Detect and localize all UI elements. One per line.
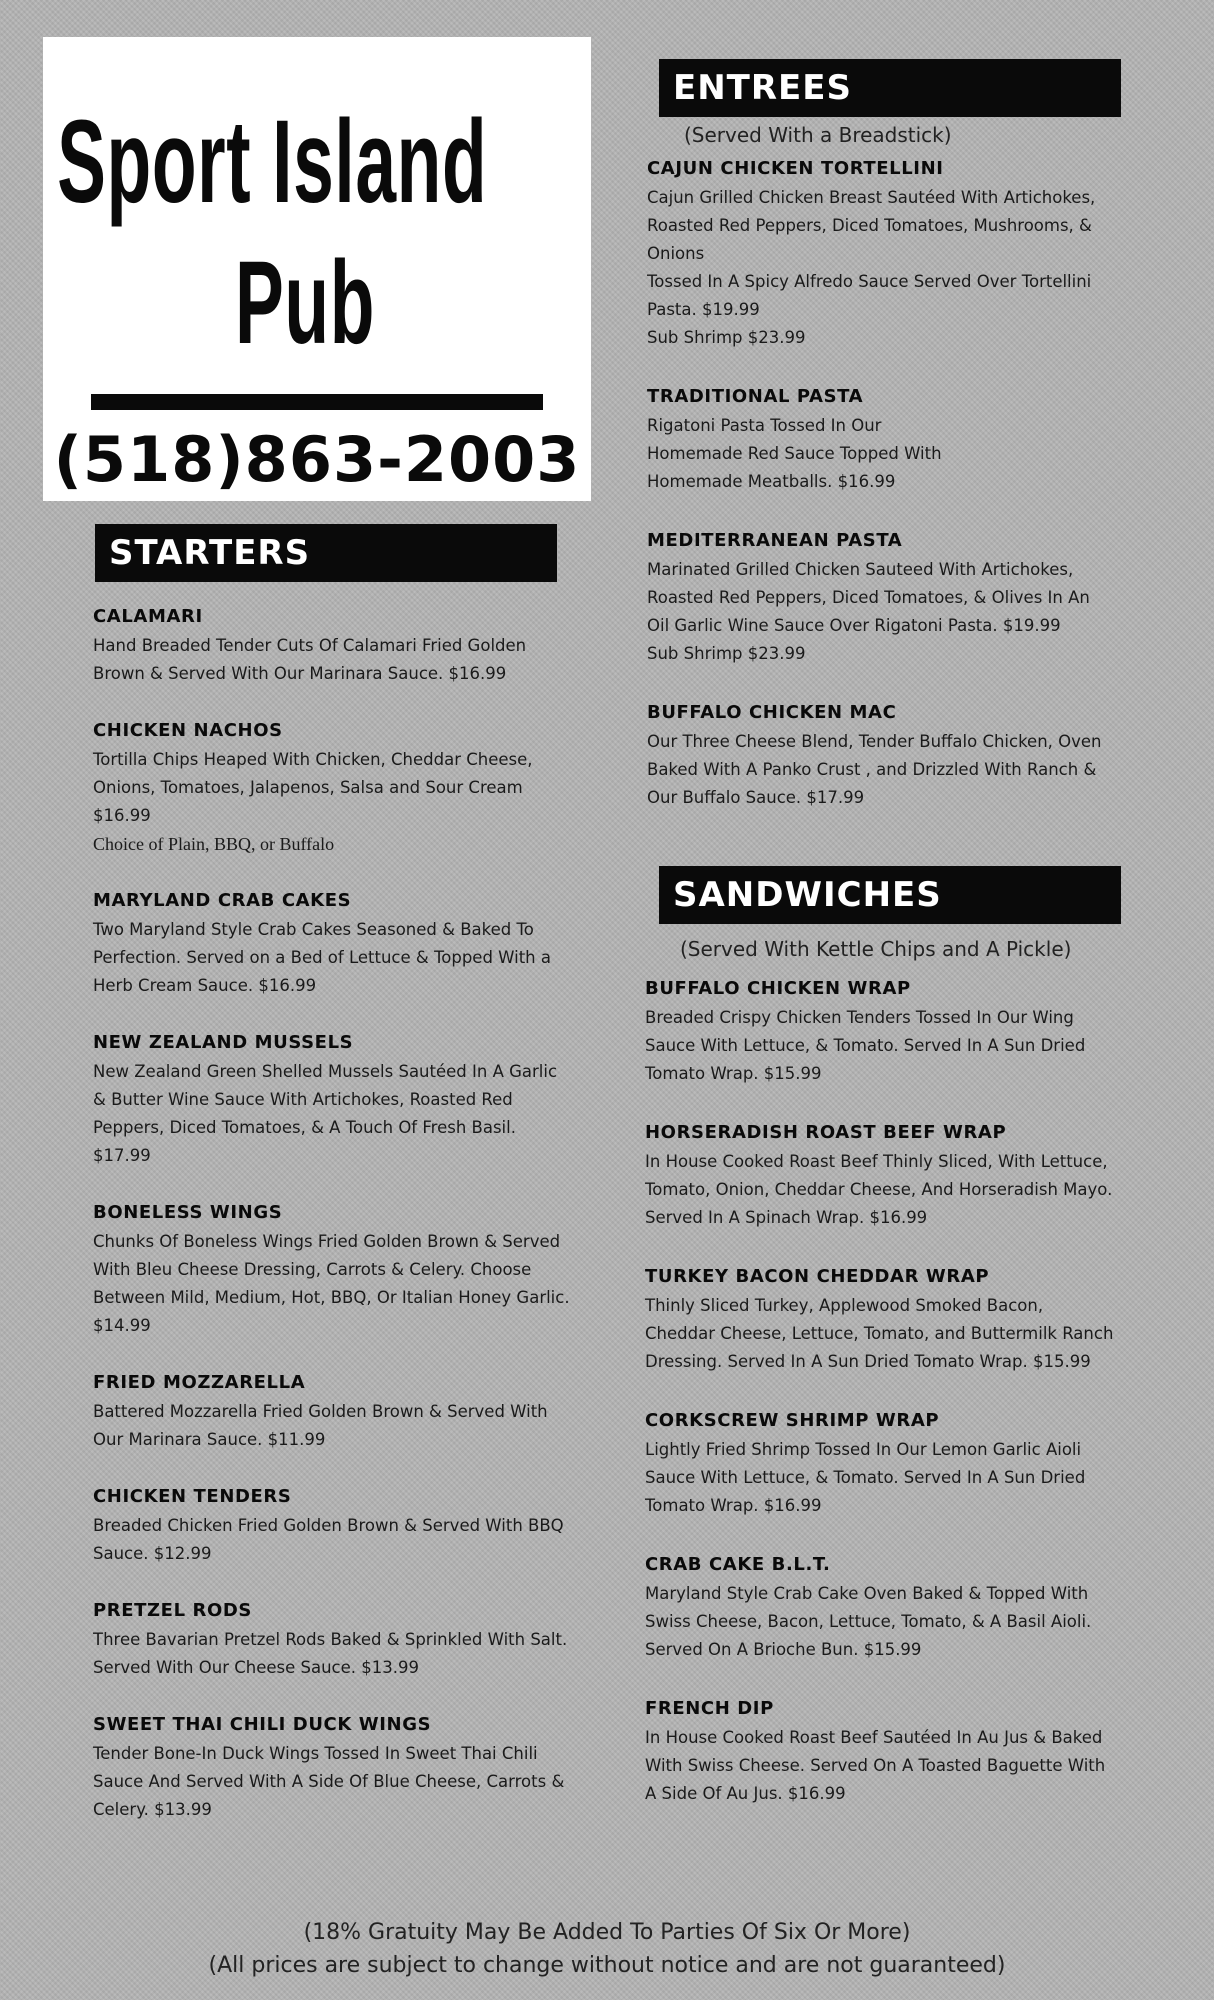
menu-item-description (93, 632, 573, 688)
menu-item (93, 718, 573, 858)
menu-item-text: Sub Shrimp $23.99 (647, 644, 806, 663)
menu-item-text: Our Three Cheese Blend, Tender Buffalo Chicken, Oven Baked With A Panko Crust , and Drizzled With Ranch & Our Buffalo Sauce. $17.99 (647, 732, 1102, 807)
menu-item-text: In House Cooked Roast Beef Thinly Sliced, With Lettuce, Tomato, Onion, Cheddar Cheese, And Horseradish Mayo. Served In A Spinach Wrap. $16.99 (645, 1152, 1113, 1227)
entrees-list (647, 156, 1117, 812)
menu-item (645, 1696, 1115, 1808)
entrees-header: ENTREES (659, 59, 1121, 117)
menu-item-text: Lightly Fried Shrimp Tossed In Our Lemon Garlic Aioli Sauce With Lettuce, & Tomato. Served In A Sun Dried Tomato Wrap. $16.99 (645, 1440, 1086, 1515)
menu-item-description (93, 1398, 573, 1454)
menu-item (93, 1484, 573, 1568)
menu-item-text: New Zealand Green Shelled Mussels Sautéed In A Garlic & Butter Wine Sauce With Artichokes, Roasted Red Peppers, Diced Tomatoes, & A Touch Of Fresh Basil. $17.99 (93, 1062, 558, 1165)
menu-item (645, 1264, 1115, 1376)
menu-item-name: TURKEY BACON CHEDDAR WRAP (645, 1266, 990, 1287)
menu-item-name: PRETZEL RODS (93, 1600, 252, 1621)
menu-item-text: Homemade Meatballs. $16.99 (647, 472, 896, 491)
logo-divider (91, 394, 543, 410)
menu-item-text: Three Bavarian Pretzel Rods Baked & Sprinkled With Salt. Served With Our Cheese Sauce. $13.99 (93, 1630, 568, 1677)
menu-item (645, 1408, 1115, 1520)
restaurant-name-line2: Pub (234, 237, 376, 369)
menu-item-name: TRADITIONAL PASTA (647, 386, 864, 407)
menu-item-name: FRENCH DIP (645, 1698, 774, 1719)
menu-item (647, 700, 1117, 812)
menu-item-description (645, 1148, 1115, 1232)
menu-item-text: Breaded Crispy Chicken Tenders Tossed In Our Wing Sauce With Lettuce, & Tomato. Served In A Sun Dried Tomato Wrap. $15.99 (645, 1008, 1086, 1083)
menu-item-note: Choice of Plain, BBQ, or Buffalo (93, 834, 335, 854)
menu-item-text: Cajun Grilled Chicken Breast Sautéed With Artichokes, Roasted Red Peppers, Diced Tomatoes, Mushrooms, & Onions (647, 188, 1096, 263)
menu-item-text: Tender Bone-In Duck Wings Tossed In Sweet Thai Chili Sauce And Served With A Side Of Blue Cheese, Carrots & Celery. $13.99 (93, 1744, 565, 1819)
menu-item-description (645, 1436, 1115, 1520)
menu-item-name: BUFFALO CHICKEN MAC (647, 702, 897, 723)
phone-number: (518)863-2003 (53, 423, 581, 496)
menu-item-name: CAJUN CHICKEN TORTELLINI (647, 158, 944, 179)
menu-item-description (647, 556, 1117, 668)
menu-item-name: MARYLAND CRAB CAKES (93, 890, 352, 911)
menu-item-text: Maryland Style Crab Cake Oven Baked & Topped With Swiss Cheese, Bacon, Lettuce, Tomato, & A Basil Aioli. Served On A Brioche Bun. $15.99 (645, 1584, 1092, 1659)
menu-item-text: Thinly Sliced Turkey, Applewood Smoked Bacon, Cheddar Cheese, Lettuce, Tomato, and Buttermilk Ranch Dressing. Served In A Sun Dried Tomato Wrap. $15.99 (645, 1296, 1114, 1371)
menu-item-description (93, 1228, 573, 1340)
menu-item-text: Breaded Chicken Fried Golden Brown & Served With BBQ Sauce. $12.99 (93, 1516, 564, 1563)
starters-header: STARTERS (95, 524, 557, 582)
menu-item (647, 384, 1117, 496)
menu-item (93, 1030, 573, 1170)
menu-item (93, 1370, 573, 1454)
menu-item (645, 976, 1115, 1088)
menu-item-text: Two Maryland Style Crab Cakes Seasoned & Baked To Perfection. Served on a Bed of Lettuce & Topped With a Herb Cream Sauce. $16.99 (93, 920, 551, 995)
menu-item-name: CALAMARI (93, 606, 203, 627)
menu-item (647, 528, 1117, 668)
menu-item-name: CORKSCREW SHRIMP WRAP (645, 1410, 940, 1431)
menu-item (93, 1200, 573, 1340)
menu-item-text: Hand Breaded Tender Cuts Of Calamari Fried Golden Brown & Served With Our Marinara Sauce. $16.99 (93, 636, 527, 683)
menu-item (645, 1120, 1115, 1232)
menu-item-description (93, 1058, 573, 1170)
menu-item-name: CRAB CAKE B.L.T. (645, 1554, 831, 1575)
menu-item-name: SWEET THAI CHILI DUCK WINGS (93, 1714, 432, 1735)
gratuity-note: (18% Gratuity May Be Added To Parties Of Six Or More) (303, 1920, 911, 1945)
menu-item (647, 156, 1117, 352)
menu-item-description (93, 916, 573, 1000)
menu-item-text: Marinated Grilled Chicken Sauteed With Artichokes, Roasted Red Peppers, Diced Tomatoes, & Olives In An Oil Garlic Wine Sauce Over Rigatoni Pasta. $19.99 (647, 560, 1090, 635)
sandwiches-header: SANDWICHES (659, 866, 1121, 924)
menu-item-text: Homemade Red Sauce Topped With (647, 444, 942, 463)
menu-item-name: NEW ZEALAND MUSSELS (93, 1032, 354, 1053)
menu-item-text: Tortilla Chips Heaped With Chicken, Cheddar Cheese, Onions, Tomatoes, Jalapenos, Salsa and Sour Cream $16.99 (93, 750, 533, 825)
menu-item-description (93, 1512, 573, 1568)
menu-item-name: CHICKEN NACHOS (93, 720, 283, 741)
menu-item-description (647, 184, 1117, 352)
menu-item-text: Rigatoni Pasta Tossed In Our (647, 416, 882, 435)
sandwiches-list (645, 976, 1115, 1808)
restaurant-name-line1: Sport Island (57, 96, 488, 228)
menu-item-text: Tossed In A Spicy Alfredo Sauce Served Over Tortellini Pasta. $19.99 (647, 272, 1092, 319)
menu-item-description (647, 728, 1117, 812)
menu-item-text: In House Cooked Roast Beef Sautéed In Au Jus & Baked With Swiss Cheese. Served On A Toasted Baguette With A Side Of Au Jus. $16.99 (645, 1728, 1106, 1803)
menu-item (93, 888, 573, 1000)
menu-item-description (645, 1580, 1115, 1664)
menu-item-name: BUFFALO CHICKEN WRAP (645, 978, 911, 999)
price-disclaimer: (All prices are subject to change without notice and are not guaranteed) (208, 1953, 1006, 1978)
menu-item (93, 604, 573, 688)
menu-item-name: MEDITERRANEAN PASTA (647, 530, 903, 551)
starters-list (93, 604, 573, 1824)
menu-item-name: BONELESS WINGS (93, 1202, 283, 1223)
sandwiches-subtitle: (Served With Kettle Chips and A Pickle) (680, 937, 1072, 961)
menu-item-description (93, 1740, 573, 1824)
menu-item-description (645, 1292, 1115, 1376)
menu-item-description (645, 1004, 1115, 1088)
logo-box (43, 37, 591, 501)
menu-item-text: Chunks Of Boneless Wings Fried Golden Brown & Served With Bleu Cheese Dressing, Carrots & Celery. Choose Between Mild, Medium, Hot, BBQ, Or Italian Honey Garlic. $14.99 (93, 1232, 570, 1335)
menu-item-name: HORSERADISH ROAST BEEF WRAP (645, 1122, 1007, 1143)
menu-item-name: FRIED MOZZARELLA (93, 1372, 306, 1393)
entrees-subtitle: (Served With a Breadstick) (684, 123, 952, 147)
menu-item (645, 1552, 1115, 1664)
menu-item-text: Battered Mozzarella Fried Golden Brown & Served With Our Marinara Sauce. $11.99 (93, 1402, 548, 1449)
menu-item-description (93, 1626, 573, 1682)
menu-item-description (647, 412, 1117, 496)
menu-item (93, 1598, 573, 1682)
menu-item-name: CHICKEN TENDERS (93, 1486, 292, 1507)
menu-item (93, 1712, 573, 1824)
menu-item-description (645, 1724, 1115, 1808)
menu-item-text: Sub Shrimp $23.99 (647, 328, 806, 347)
menu-item-description (93, 746, 573, 858)
